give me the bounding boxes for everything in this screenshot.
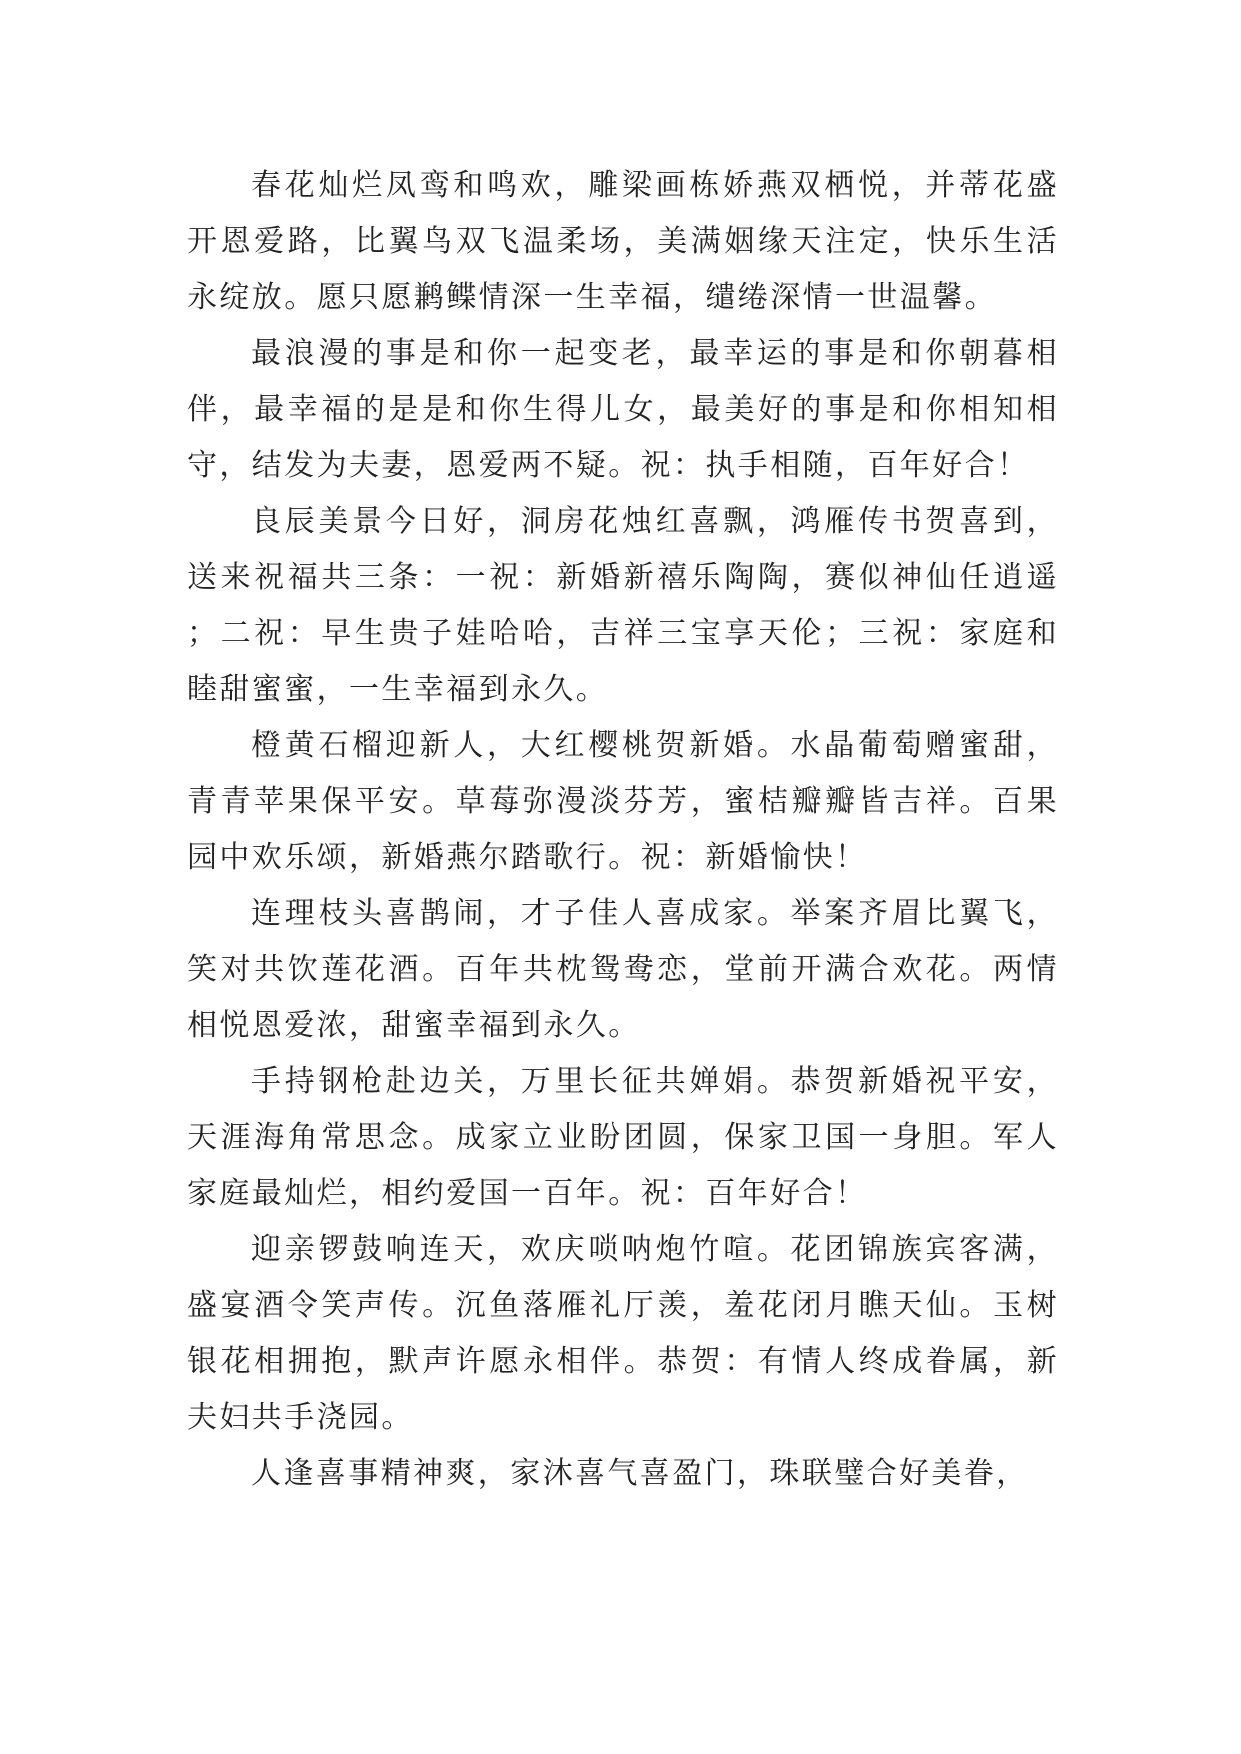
paragraph-7: 迎亲锣鼓响连天，欢庆唢呐炮竹喧。花团锦族宾客满，盛宴酒令笑声传。沉鱼落雁礼厅羡，羞花闭月瞧天仙。玉树银花相拥抱，默声许愿永相伴。恭贺：有情人终成眷属，新夫妇共手浇园。 (187, 1232, 1059, 1435)
document-body (187, 158, 1059, 1502)
paragraph-1: 春花灿烂凤鸾和鸣欢，雕梁画栋娇燕双栖悦，并蒂花盛开恩爱路，比翼鸟双飞温柔场，美满姻缘天注定，快乐生活永绽放。愿只愿鹣鲽情深一生幸福，缱绻深情一世温馨。 (187, 168, 1059, 315)
paragraph-3: 良辰美景今日好，洞房花烛红喜飘，鸿雁传书贺喜到，送来祝福共三条：一祝：新婚新禧乐陶陶，赛似神仙任逍遥；二祝：早生贵子娃哈哈，吉祥三宝享天伦；三祝：家庭和睦甜蜜蜜，一生幸福到永久。 (187, 504, 1059, 707)
paragraph-5: 连理枝头喜鹊闹，才子佳人喜成家。举案齐眉比翼飞，笑对共饮莲花酒。百年共枕鸳鸯恋，堂前开满合欢花。两情相悦恩爱浓，甜蜜幸福到永久。 (187, 896, 1059, 1043)
paragraph-8: 人逢喜事精神爽，家沐喜气喜盈门，珠联璧合好美眷， (251, 1456, 1029, 1491)
paragraph-2: 最浪漫的事是和你一起变老，最幸运的事是和你朝暮相伴，最幸福的是是和你生得儿女，最美好的事是和你相知相守，结发为夫妻，恩爱两不疑。祝：执手相随，百年好合！ (187, 336, 1059, 483)
paragraph-6: 手持钢枪赴边关，万里长征共婵娟。恭贺新婚祝平安，天涯海角常思念。成家立业盼团圆，保家卫国一身胆。军人家庭最灿烂，相约爱国一百年。祝：百年好合！ (187, 1064, 1059, 1211)
paragraph-4: 橙黄石榴迎新人，大红樱桃贺新婚。水晶葡萄赠蜜甜，青青苹果保平安。草莓弥漫淡芬芳，蜜桔瓣瓣皆吉祥。百果园中欢乐颂，新婚燕尔踏歌行。祝：新婚愉快！ (187, 728, 1059, 875)
